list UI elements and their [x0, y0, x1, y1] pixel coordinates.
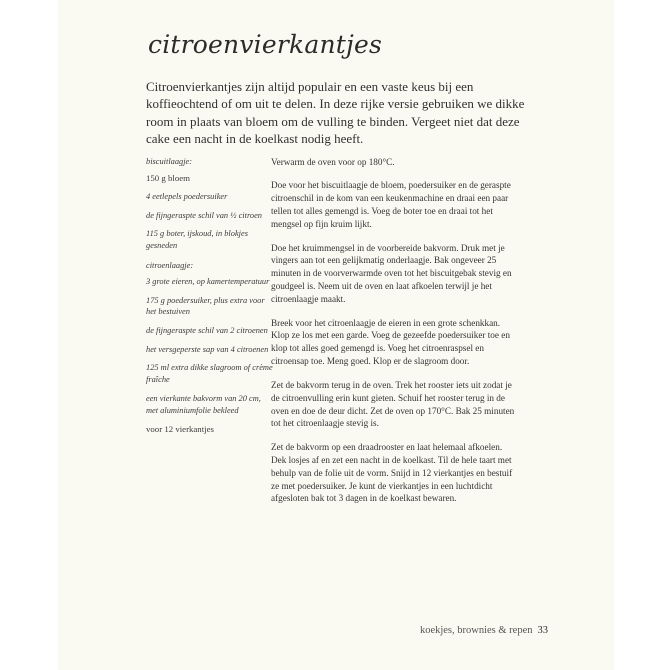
yield-note: voor 12 vierkantjes: [146, 423, 214, 434]
ingredient-heading-biscuit: biscuitlaagje:: [146, 157, 193, 166]
book-page: [58, 0, 614, 670]
ingredient-item: 150 g bloem: [146, 172, 190, 183]
method-step: Verwarm de oven voor op 180°C.: [271, 157, 395, 167]
ingredient-heading-lemon: citroenlaagje:: [146, 260, 194, 270]
method-steps: [271, 156, 517, 516]
ingredient-item: de fijngeraspte schil van ½ citroen: [146, 210, 262, 220]
ingredient-item: het versgeperste sap van 4 citroenen: [146, 344, 269, 354]
section-title: koekjes, brownies & repen: [419, 625, 533, 636]
ingredient-item: de fijngeraspte schil van 2 citroenen: [146, 325, 268, 335]
method-step: Doe voor het biscuitlaagje de bloem, poedersuiker en de geraspte citroenschil in de kom van een keukenmachine en draai een paar tellen tot alles gemengd is. Voeg de boter toe en draai tot het mengsel op fijn kruim lijkt.: [271, 180, 511, 230]
ingredient-list: [146, 156, 274, 442]
ingredient-item: 115 g boter, ijskoud, in blokjes gesneden: [146, 229, 248, 250]
page-number: 33: [537, 625, 548, 636]
equipment-note: een vierkante bakvorm van 20 cm, met aluminiumfolie bekleed: [146, 394, 261, 415]
ingredient-item: 4 eetlepels poedersuiker: [146, 192, 228, 202]
method-step: Zet de bakvorm terug in de oven. Trek het rooster iets uit zodat je de citroenvulling erin kunt gieten. Schuif het rooster terug in de oven en doe de deur dicht. Zet de oven op 170°C. Bak 25 minuten tot het citroenlaagje stevig is.: [271, 379, 515, 429]
ingredient-item: 3 grote eieren, op kamertemperatuur: [146, 277, 270, 287]
method-step: Breek voor het citroenlaagje de eieren in een grote schenkkan. Klop ze los met een garde. Voeg de gezeefde poedersuiker toe en klop tot alles goed gemengd is. Voeg het citroenraspsel en citroensap toe. Meng goed. Klop er de slagroom door.: [271, 317, 510, 367]
recipe-intro: Citroenvierkantjes zijn altijd populair en een vaste keus bij een koffieochtend of om uit te delen. In deze rijke versie gebruiken we dikke room in plaats van bloem om de vulling te binden. Vergeet niet dat deze cake een nacht in de koelkast nodig heeft.: [146, 79, 525, 147]
ingredient-item: 125 ml extra dikke slagroom of crème fraîche: [146, 363, 273, 384]
ingredient-item: 175 g poedersuiker, plus extra voor het bestuiven: [146, 295, 265, 317]
page-footer: [420, 625, 548, 636]
method-step: Doe het kruimmengsel in de voorbereide bakvorm. Druk met je vingers aan tot een gelijkmatig onderlaagje. Bak ongeveer 25 minuten in de voorverwarmde oven tot het biscuitgebak stevig en goudgeel is. Neem uit de oven en laat afkoelen terwijl je het citroenlaagje maakt.: [271, 242, 512, 305]
recipe-title: citroenvierkantjes: [148, 30, 382, 59]
method-step: Zet de bakvorm op een draadrooster en laat helemaal afkoelen. Dek losjes af en zet een nacht in de koelkast. Til de hele taart met behulp van de folie uit de vorm. Snijd in 12 vierkantjes en bestuif ze met poedersuiker. Je kunt de vierkantjes in een luchtdicht afgesloten bak tot 3 dagen in de koelkast bewaren.: [271, 441, 513, 504]
